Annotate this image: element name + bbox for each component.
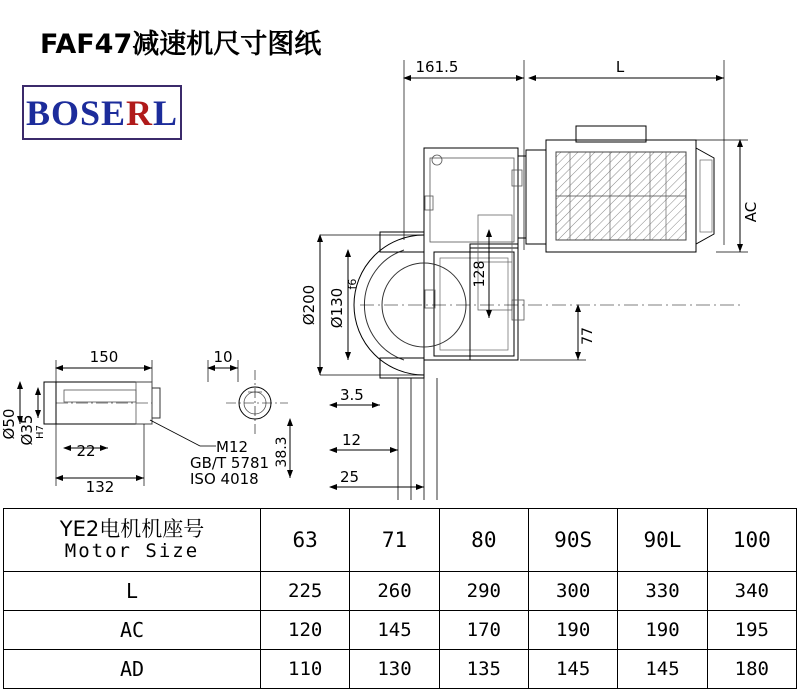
table-header-size-90l: 90L (618, 509, 707, 572)
cell-L-63: 225 (261, 572, 350, 611)
cell-L-90l: 330 (618, 572, 707, 611)
dim-dia-35-tol: H7 (35, 425, 46, 439)
cell-AD-63: 110 (261, 650, 350, 689)
cell-AC-63: 120 (261, 611, 350, 650)
dim-22: 22 (76, 442, 96, 460)
table-row-AD (4, 650, 797, 689)
cell-AD-100: 180 (707, 650, 796, 689)
dim-dia-130-tol: f6 (346, 278, 359, 290)
table-header-size-100: 100 (707, 509, 796, 572)
cell-L-90s: 300 (528, 572, 617, 611)
dim-77: 77 (580, 327, 596, 345)
cell-AC-80: 170 (439, 611, 528, 650)
cell-AC-71: 145 (350, 611, 439, 650)
cell-AD-90l: 145 (618, 650, 707, 689)
dim-132: 132 (85, 478, 115, 496)
dim-12: 12 (342, 431, 362, 449)
cell-L-71: 260 (350, 572, 439, 611)
dim-38-3: 38.3 (274, 436, 290, 468)
table-row-L (4, 572, 797, 611)
dim-161-5: 161.5 (415, 58, 459, 76)
row-label-AC: AC (4, 611, 261, 650)
cell-L-100: 340 (707, 572, 796, 611)
page-title: FAF47减速机尺寸图纸 (40, 29, 322, 60)
logo-accent-letter: R (126, 92, 154, 133)
note-iso-4018: ISO 4018 (190, 470, 259, 488)
table-row-header (4, 509, 797, 572)
cell-AC-90s: 190 (528, 611, 617, 650)
table-header-label-cn: YE2电机机座号 (59, 517, 205, 541)
note-m12: M12 (216, 438, 249, 456)
cell-AD-71: 130 (350, 650, 439, 689)
table-header-label (4, 509, 261, 572)
logo-part-1: BOSE (25, 92, 127, 133)
dim-dia-50: Ø50 (0, 408, 18, 440)
dim-25: 25 (340, 468, 360, 486)
cell-L-80: 290 (439, 572, 528, 611)
note-gbt-5781: GB/T 5781 (190, 454, 270, 472)
cell-AC-90l: 190 (618, 611, 707, 650)
dim-3-5: 3.5 (340, 386, 364, 404)
table-header-size-90s: 90S (528, 509, 617, 572)
logo-part-2: L (153, 92, 179, 133)
dim-dia-130: Ø130 (328, 287, 346, 329)
cell-AD-90s: 145 (528, 650, 617, 689)
cell-AD-80: 135 (439, 650, 528, 689)
dim-150: 150 (89, 348, 119, 366)
dim-AC: AC (742, 201, 760, 223)
table-row-AC (4, 611, 797, 650)
table-header-size-80: 80 (439, 509, 528, 572)
motor-spec-table (3, 508, 797, 689)
table-header-size-63: 63 (261, 509, 350, 572)
dim-dia-35: Ø35 (18, 414, 36, 446)
row-label-L: L (4, 572, 261, 611)
row-label-AD: AD (4, 650, 261, 689)
dim-dia-200: Ø200 (300, 284, 318, 326)
cell-AC-100: 195 (707, 611, 796, 650)
dim-L: L (615, 58, 625, 76)
dim-128: 128 (472, 260, 488, 288)
table-header-label-en: Motor Size (64, 540, 200, 563)
dim-10: 10 (213, 348, 233, 366)
table-header-size-71: 71 (350, 509, 439, 572)
